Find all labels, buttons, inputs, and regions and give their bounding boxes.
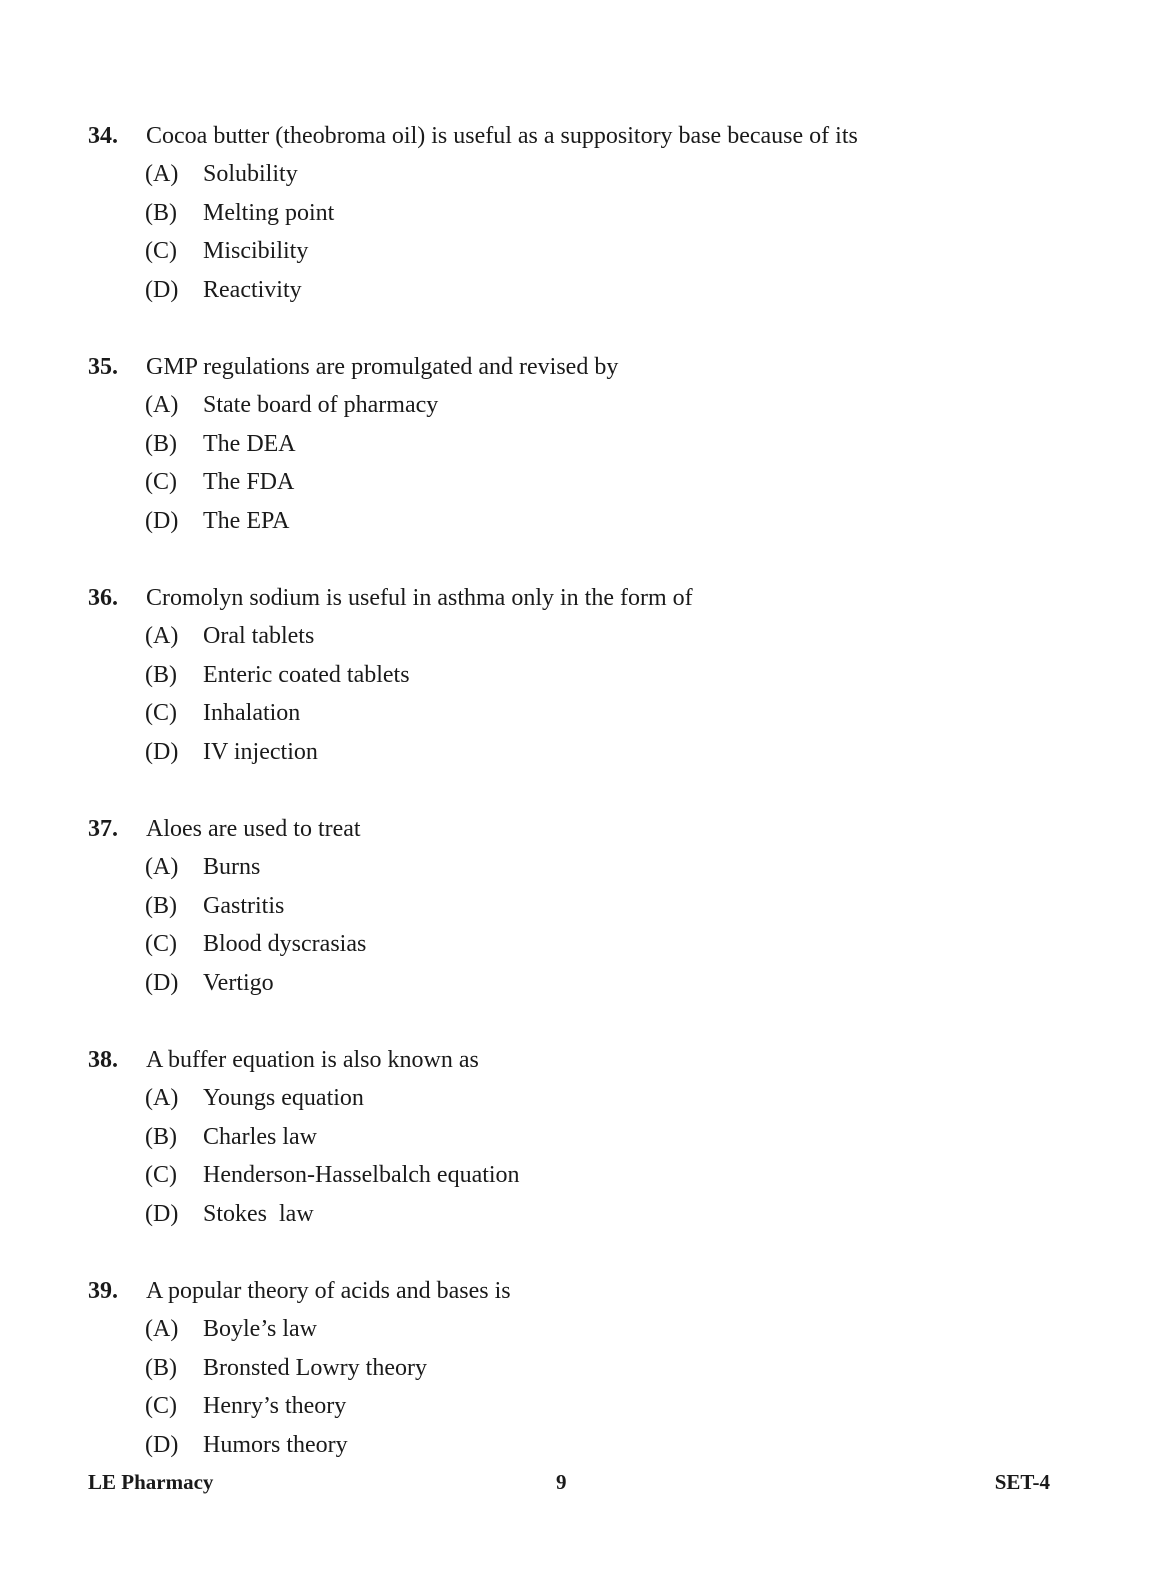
option-text: Charles law (203, 1123, 317, 1150)
option-label: (B) (145, 1123, 177, 1150)
option-d (145, 271, 1068, 310)
question-37 (88, 810, 1068, 1002)
option-c (145, 1387, 1068, 1426)
question-stem (88, 579, 1068, 617)
question-text: Cromolyn sodium is useful in asthma only in the form of (146, 585, 693, 611)
option-label: (D) (145, 738, 179, 765)
option-label: (A) (145, 392, 179, 418)
footer-subject: LE Pharmacy (88, 1470, 214, 1494)
option-list (145, 1079, 1068, 1233)
option-text: The EPA (203, 507, 290, 534)
option-b (145, 1118, 1068, 1157)
option-d (145, 502, 1068, 541)
option-c (145, 463, 1068, 502)
option-c (145, 1156, 1068, 1195)
option-text: Bronsted Lowry theory (203, 1354, 427, 1381)
option-text: State board of pharmacy (203, 392, 439, 418)
option-a (145, 386, 1068, 425)
option-b (145, 194, 1068, 233)
question-stem (88, 1041, 1068, 1079)
option-label: (B) (145, 199, 177, 226)
question-35 (88, 348, 1068, 540)
option-list (145, 1310, 1068, 1464)
option-text: Inhalation (203, 700, 301, 727)
option-text: Boyle’s law (203, 1316, 317, 1342)
option-text: Youngs equation (203, 1085, 364, 1111)
option-text: Stokes law (203, 1200, 314, 1227)
page-number: 9 (556, 1470, 567, 1494)
option-c (145, 232, 1068, 271)
option-text: Gastritis (203, 892, 285, 919)
option-text: Reactivity (203, 276, 302, 303)
option-label: (D) (145, 1200, 179, 1227)
question-number: 35. (88, 354, 118, 380)
option-label: (C) (145, 238, 177, 265)
option-list (145, 848, 1068, 1002)
option-label: (B) (145, 892, 177, 919)
question-number: 34. (88, 123, 118, 149)
option-b (145, 656, 1068, 695)
option-text: Miscibility (203, 238, 309, 265)
question-number: 39. (88, 1278, 118, 1304)
question-number: 36. (88, 585, 118, 611)
question-text: A popular theory of acids and bases is (146, 1278, 511, 1304)
option-b (145, 1349, 1068, 1388)
option-label: (D) (145, 276, 179, 303)
option-label: (C) (145, 931, 177, 958)
option-text: Oral tablets (203, 623, 315, 649)
question-stem (88, 1272, 1068, 1310)
option-text: The FDA (203, 469, 295, 496)
question-text: A buffer equation is also known as (146, 1047, 479, 1073)
option-label: (A) (145, 1316, 179, 1342)
option-label: (D) (145, 507, 179, 534)
question-stem (88, 117, 1068, 155)
option-label: (A) (145, 854, 179, 880)
option-d (145, 1195, 1068, 1234)
option-text: Enteric coated tablets (203, 661, 410, 688)
question-stem (88, 810, 1068, 848)
footer-set-code: SET-4 (994, 1470, 1050, 1494)
option-b (145, 425, 1068, 464)
option-text: Blood dyscrasias (203, 931, 367, 958)
question-stem (88, 348, 1068, 386)
option-a (145, 155, 1068, 194)
option-label: (C) (145, 700, 177, 727)
option-list (145, 617, 1068, 771)
option-text: Melting point (203, 199, 335, 226)
option-b (145, 887, 1068, 926)
option-label: (C) (145, 1393, 177, 1420)
option-label: (A) (145, 161, 179, 187)
question-text: GMP regulations are promulgated and revised by (146, 354, 619, 380)
option-label: (D) (145, 969, 179, 996)
option-a (145, 1079, 1068, 1118)
option-d (145, 733, 1068, 772)
option-a (145, 617, 1068, 656)
option-text: IV injection (203, 738, 318, 765)
option-text: Solubility (203, 161, 298, 187)
option-text: The DEA (203, 430, 296, 457)
question-number: 37. (88, 816, 118, 842)
page-footer (88, 1470, 1050, 1500)
question-36 (88, 579, 1068, 771)
option-c (145, 694, 1068, 733)
option-label: (C) (145, 469, 177, 496)
option-label: (A) (145, 623, 179, 649)
option-a (145, 1310, 1068, 1349)
option-text: Burns (203, 854, 261, 880)
option-list (145, 386, 1068, 540)
question-text: Cocoa butter (theobroma oil) is useful as a suppository base because of its (146, 123, 858, 149)
option-text: Vertigo (203, 969, 274, 996)
option-c (145, 925, 1068, 964)
option-label: (B) (145, 430, 177, 457)
option-d (145, 964, 1068, 1003)
question-text: Aloes are used to treat (146, 816, 361, 842)
option-text: Henry’s theory (203, 1393, 347, 1420)
question-38 (88, 1041, 1068, 1233)
option-text: Henderson-Hasselbalch equation (203, 1162, 520, 1189)
option-label: (D) (145, 1431, 179, 1458)
option-label: (C) (145, 1162, 177, 1189)
option-text: Humors theory (203, 1431, 348, 1458)
option-list (145, 155, 1068, 309)
question-34 (88, 117, 1068, 309)
option-a (145, 848, 1068, 887)
option-d (145, 1426, 1068, 1465)
option-label: (B) (145, 1354, 177, 1381)
option-label: (A) (145, 1085, 179, 1111)
option-label: (B) (145, 661, 177, 688)
question-number: 38. (88, 1047, 118, 1073)
question-39 (88, 1272, 1068, 1464)
